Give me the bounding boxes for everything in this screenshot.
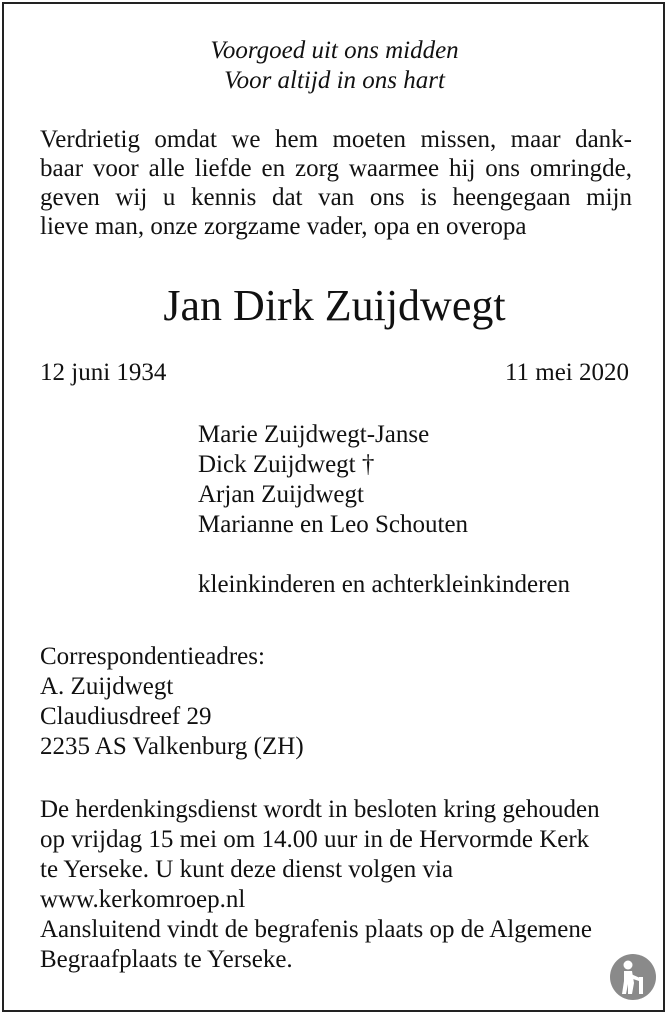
service-line: op vrijdag 15 mei om 14.00 uur in de Hervormde Kerk	[40, 826, 590, 853]
address-line: A. Zuijdwegt	[40, 673, 174, 700]
family-member: Marie Zuijdwegt-Janse	[198, 421, 430, 448]
intro-line: Verdrietig omdat we hem moeten missen, maar dank-	[40, 126, 632, 153]
service-line: De herdenkingsdienst wordt in besloten kring gehouden	[40, 796, 600, 823]
correspondence-address	[40, 642, 304, 762]
family-member: Dick Zuijdwegt †	[198, 451, 375, 478]
mourning-figure-icon	[609, 953, 657, 1001]
family-member: Arjan Zuijdwegt	[198, 481, 364, 508]
address-line: Claudiusdreef 29	[40, 703, 212, 730]
intro-line: baar voor alle liefde en zorg waarmee hij ons omringde,	[40, 155, 632, 182]
website-link[interactable]: www.kerkomroep.nl	[40, 886, 246, 913]
intro-line: lieve man, onze zorgzame vader, opa en overopa	[40, 213, 527, 240]
family-list	[198, 420, 468, 540]
intro-paragraph	[40, 125, 632, 241]
grandchildren-line: kleinkinderen en achterkleinkinderen	[198, 571, 571, 598]
motto-line-2: Voor altijd in ons hart	[224, 67, 445, 94]
deceased-name: Jan Dirk Zuijdwegt	[163, 281, 506, 330]
address-line: 2235 AS Valkenburg (ZH)	[40, 733, 304, 760]
intro-line: geven wij u kennis dat van ons is heengegaan mijn	[40, 184, 632, 211]
address-heading: Correspondentieadres:	[40, 643, 265, 670]
birth-date: 12 juni 1934	[40, 359, 167, 386]
service-line: te Yerseke. U kunt deze dienst volgen via	[40, 856, 454, 883]
service-line: Begraafplaats te Yerseke.	[40, 946, 293, 973]
family-member: Marianne en Leo Schouten	[198, 511, 469, 538]
service-paragraph	[40, 795, 600, 975]
death-date: 11 mei 2020	[504, 359, 629, 386]
motto-line-1: Voorgoed uit ons midden	[210, 37, 459, 64]
service-line: Aansluitend vindt de begrafenis plaats op de Algemene	[40, 916, 592, 943]
